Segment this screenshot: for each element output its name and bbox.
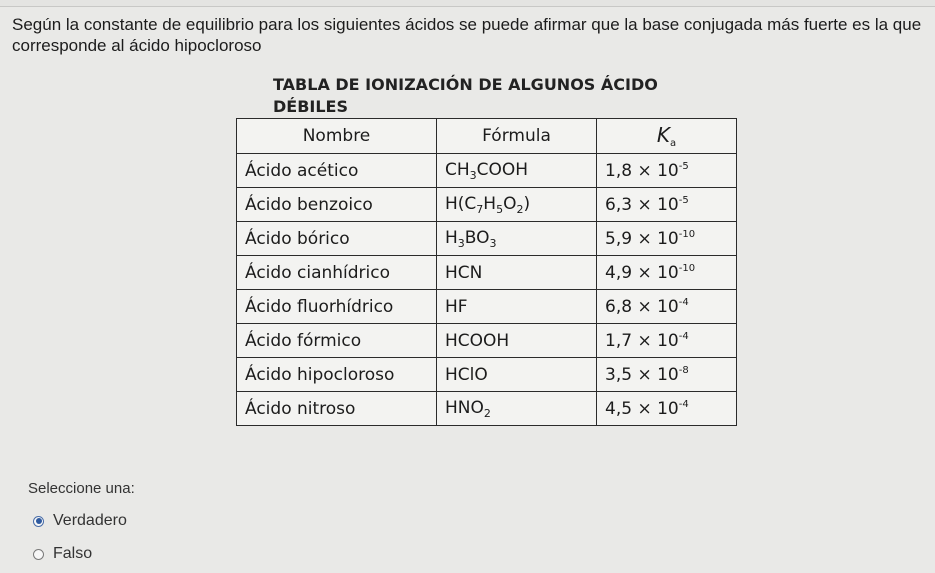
formula-part: CH (445, 159, 470, 180)
acid-name: Ácido hipocloroso (237, 358, 437, 392)
ka-mantissa: 5,9 × 10 (605, 228, 679, 249)
table-title-line1: TABLA DE IONIZACIÓN DE ALGUNOS ÁCIDO (273, 75, 658, 94)
acid-formula (437, 188, 597, 222)
ka-exponent: -4 (678, 296, 689, 308)
formula-subscript: 3 (469, 168, 477, 182)
acid-ka (597, 324, 737, 358)
ka-exponent: -4 (678, 398, 689, 410)
formula-part: HF (445, 296, 468, 317)
question-text: Según la constante de equilibrio para los siguientes ácidos se puede afirmar que la base conjugada más fuerte es la que corresponde al ácido hipocloroso (12, 15, 922, 55)
formula-subscript: 5 (496, 202, 504, 216)
option-falso[interactable] (33, 545, 92, 563)
acid-ka (597, 358, 737, 392)
acid-name: Ácido fórmico (237, 324, 437, 358)
table-title (273, 74, 713, 118)
table-header-row (237, 119, 737, 154)
formula-part: HNO (445, 397, 484, 418)
acid-formula (437, 358, 597, 392)
formula-subscript: 2 (516, 202, 524, 216)
formula-part: H (445, 227, 458, 248)
acid-formula (437, 256, 597, 290)
option-verdadero[interactable] (33, 512, 127, 530)
ionization-table (236, 118, 737, 426)
formula-part: H (483, 193, 497, 214)
acid-formula (437, 392, 597, 426)
table-title-line2: DÉBILES (273, 97, 349, 116)
radio-falso[interactable] (33, 549, 44, 560)
acid-ka (597, 154, 737, 188)
acid-ka (597, 222, 737, 256)
acid-name: Ácido bórico (237, 222, 437, 256)
formula-part: O (503, 193, 517, 214)
formula-part: HCOOH (445, 330, 510, 351)
formula-part: BO (464, 227, 490, 248)
table-row (237, 324, 737, 358)
acid-formula (437, 324, 597, 358)
radio-verdadero[interactable] (33, 516, 44, 527)
ka-mantissa: 4,5 × 10 (605, 398, 679, 419)
ka-mantissa: 4,9 × 10 (605, 262, 679, 283)
formula-part: HCN (445, 262, 483, 283)
acid-name: Ácido cianhídrico (237, 256, 437, 290)
acid-name: Ácido benzoico (237, 188, 437, 222)
acid-ka (597, 290, 737, 324)
table-row (237, 256, 737, 290)
ka-exponent: -10 (678, 228, 696, 240)
ka-mantissa: 3,5 × 10 (605, 364, 679, 385)
option-falso-label: Falso (53, 545, 93, 562)
acid-formula (437, 290, 597, 324)
header-formula: Fórmula (437, 119, 597, 154)
ka-exponent: -8 (678, 364, 689, 376)
formula-part: COOH (476, 159, 529, 180)
acid-name: Ácido acético (237, 154, 437, 188)
formula-part: ) (523, 193, 531, 214)
ka-exponent: -5 (678, 194, 689, 206)
acid-formula (437, 222, 597, 256)
ka-mantissa: 1,7 × 10 (605, 330, 679, 351)
acid-ka (597, 256, 737, 290)
table-row (237, 358, 737, 392)
formula-part: H(C (445, 193, 477, 214)
ka-mantissa: 6,8 × 10 (605, 296, 679, 317)
table-row (237, 188, 737, 222)
table-row (237, 222, 737, 256)
acid-formula (437, 154, 597, 188)
ka-exponent: -5 (678, 160, 689, 172)
formula-subscript: 3 (457, 236, 465, 250)
table-row (237, 392, 737, 426)
ka-mantissa: 6,3 × 10 (605, 194, 679, 215)
table-row (237, 290, 737, 324)
header-name: Nombre (237, 119, 437, 154)
answer-prompt: Seleccione una: (28, 480, 135, 497)
ka-exponent: -4 (678, 330, 689, 342)
ka-mantissa: 1,8 × 10 (605, 160, 679, 181)
formula-subscript: 7 (476, 202, 484, 216)
top-divider (0, 0, 935, 7)
ka-exponent: -10 (678, 262, 696, 274)
header-ka: $K_a$ (597, 119, 737, 154)
formula-subscript: 2 (483, 406, 491, 420)
acid-ka (597, 392, 737, 426)
formula-subscript: 3 (489, 236, 497, 250)
option-verdadero-label: Verdadero (53, 512, 127, 529)
table-row (237, 154, 737, 188)
acid-ka (597, 188, 737, 222)
formula-part: HClO (445, 364, 488, 385)
acid-name: Ácido nitroso (237, 392, 437, 426)
acid-name: Ácido fluorhídrico (237, 290, 437, 324)
